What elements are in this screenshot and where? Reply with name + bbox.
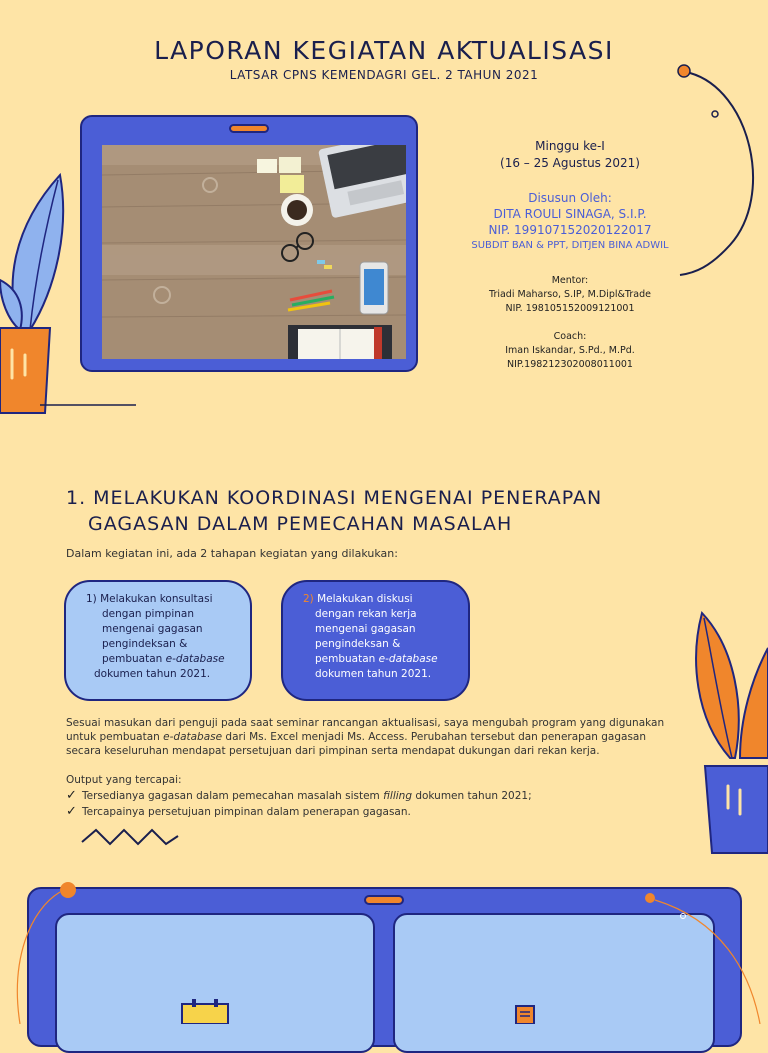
output-item: ✓ Tercapainya persetujuan pimpinan dalam penerapan gagasan. (66, 804, 411, 819)
mentor-coach-info (450, 274, 690, 372)
page-subtitle: LATSAR CPNS KEMENDAGRI GEL. 2 TAHUN 2021 (229, 68, 539, 82)
mentor-name: Triadi Maharso, S.IP, M.Dipl&Trade (489, 289, 651, 300)
author-nip: NIP. 199107152020122017 (488, 223, 652, 237)
output-label: Output yang tercapai: (66, 774, 182, 786)
step-2-line: mengenai gagasan (315, 623, 416, 635)
week-dates: (16 – 25 Agustus 2021) (500, 156, 640, 170)
author-info (450, 190, 690, 254)
step-2-line: dengan rekan kerja (315, 608, 417, 620)
step-1-emphasis: e-database (165, 653, 225, 665)
paragraph-line: dari Ms. Excel menjadi Ms. Access. Perubahan tersebut dan penerapan gagasan (222, 731, 647, 743)
coach-name: Iman Iskandar, S.Pd., M.Pd. (505, 345, 635, 356)
paragraph-line: untuk pembuatan (66, 731, 164, 743)
step-2-number: 2) (303, 593, 314, 605)
body-paragraph (66, 716, 726, 758)
prepared-by-label: Disusun Oleh: (528, 191, 612, 205)
step-1-line: Melakukan konsultasi (100, 593, 213, 605)
week-label: Minggu ke-I (535, 139, 605, 153)
week-info (450, 138, 690, 172)
step-2-line: pengindeksan & (315, 638, 401, 650)
step-1-number: 1) (86, 593, 97, 605)
coach-nip: NIP.198212302008011001 (507, 359, 633, 370)
step-2-line: dokumen tahun 2021. (315, 668, 432, 680)
mentor-nip: NIP. 198105152009121001 (505, 303, 635, 314)
desk-photo (102, 145, 406, 359)
section-heading-line2: GAGASAN DALAM PEMECAHAN MASALAH (88, 513, 513, 535)
decorative-circles-bottom (0, 870, 768, 1024)
output-list (66, 773, 532, 820)
author-unit: SUBDIT BAN & PPT, DITJEN BINA ADWIL (471, 240, 669, 251)
checkmark-icon: ✓ (66, 804, 77, 819)
paragraph-line: Sesuai masukan dari penguji pada saat seminar rancangan aktualisasi, saya mengubah program yang digunakan (66, 717, 665, 729)
section-heading (66, 485, 602, 537)
section-intro: Dalam kegiatan ini, ada 2 tahapan kegiatan yang dilakukan: (66, 547, 398, 560)
step-1-line: mengenai gagasan (102, 623, 203, 635)
step-2-emphasis: e-database (378, 653, 438, 665)
coach-label: Coach: (553, 331, 587, 342)
step-2-bubble (281, 580, 470, 701)
paragraph-emphasis: e-database (163, 731, 223, 743)
step-1-line: pembuatan (102, 653, 166, 665)
page-title: LAPORAN KEGIATAN AKTUALISASI (154, 36, 614, 65)
output-item: ✓ Tersedianya gagasan dalam pemecahan masalah sistem filling dokumen tahun 2021; (66, 788, 532, 803)
paragraph-line: secara keseluruhan mendapat persetujuan dari pimpinan serta mendapat dukungan dari rekan kerja. (66, 745, 600, 757)
mentor-label: Mentor: (551, 275, 589, 286)
tablet-camera-button (229, 124, 269, 133)
checkmark-icon: ✓ (66, 788, 77, 803)
zigzag-decoration (80, 822, 180, 852)
step-1-line: dokumen tahun 2021. (94, 668, 211, 680)
author-name: DITA ROULI SINAGA, S.I.P. (493, 207, 647, 221)
step-1-line: pengindeksan & (102, 638, 188, 650)
step-1-line: dengan pimpinan (102, 608, 195, 620)
decorative-arc (600, 55, 768, 305)
step-1-bubble (64, 580, 252, 701)
step-2-line: Melakukan diskusi (317, 593, 413, 605)
section-heading-line1: 1. MELAKUKAN KOORDINASI MENGENAI PENERAPAN (66, 487, 603, 509)
step-2-line: pembuatan (315, 653, 379, 665)
